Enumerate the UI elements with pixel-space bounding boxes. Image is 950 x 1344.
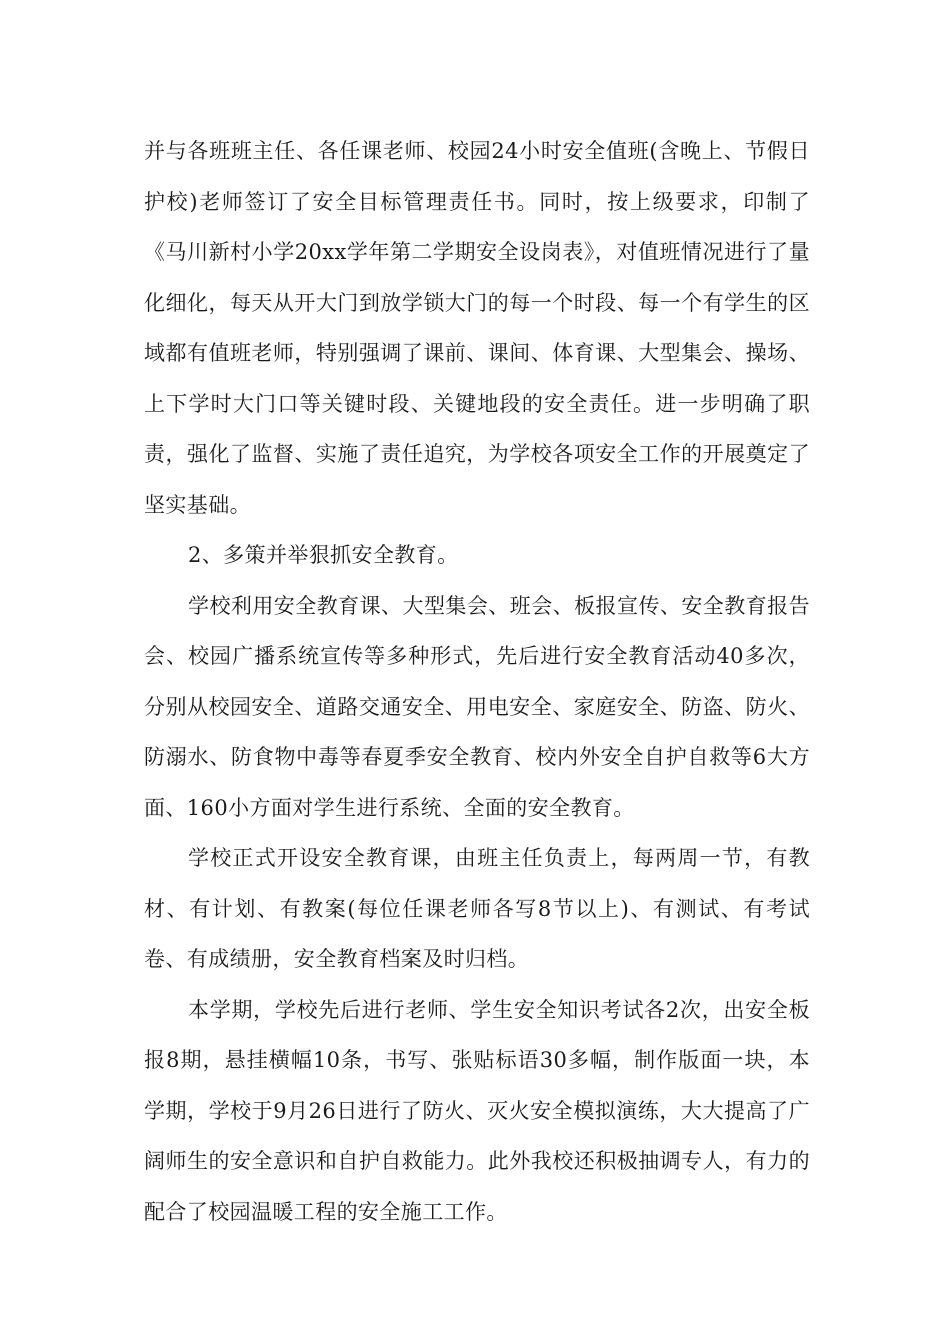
paragraph-responsibility: 并与各班班主任、各任课老师、校园24小时安全值班(含晚上、节假日护校)老师签订了安全目标管理责任书。同时，按上级要求，印制了《马川新村小学20xx学年第二学期安全设岗表》，对值班情况进行了量化细化，每天从开大门到放学锁大门的每一个时段、每一个有学生的区域都有值班老师，特别强调了课前、课间、体育课、大型集会、操场、上下学时大门口等关键时段、关键地段的安全责任。进一步明确了职责，强化了监督、实施了责任追究，为学校各项安全工作的开展奠定了坚实基础。 bbox=[144, 139, 810, 517]
paragraph-semester-summary: 本学期，学校先后进行老师、学生安全知识考试各2次，出安全板报8期，悬挂横幅10条，书写、张贴标语30多幅，制作版面一块，本学期，学校于9月26日进行了防火、灭火安全模拟演练，大大提高了广阔师生的安全意识和自护自救能力。此外我校还积极抽调专人，有力的配合了校园温暖工程的安全施工工作。 bbox=[144, 997, 810, 1224]
paragraph-safety-course: 学校正式开设安全教育课，由班主任负责上，每两周一节，有教材、有计划、有教案(每位任课老师各写8节以上)、有测试、有考试卷、有成绩册，安全教育档案及时归档。 bbox=[144, 846, 810, 971]
paragraph-heading-safety-education: 2、多策并举狠抓安全教育。 bbox=[188, 543, 459, 567]
document-body bbox=[144, 126, 810, 1237]
paragraph-education-activities: 学校利用安全教育课、大型集会、班会、板报宣传、安全教育报告会、校园广播系统宣传等多种形式，先后进行安全教育活动40多次，分别从校园安全、道路交通安全、用电安全、家庭安全、防盗、防火、防溺水、防食物中毒等春夏季安全教育、校内外安全自护自救等6大方面、160小方面对学生进行系统、全面的安全教育。 bbox=[144, 593, 810, 820]
